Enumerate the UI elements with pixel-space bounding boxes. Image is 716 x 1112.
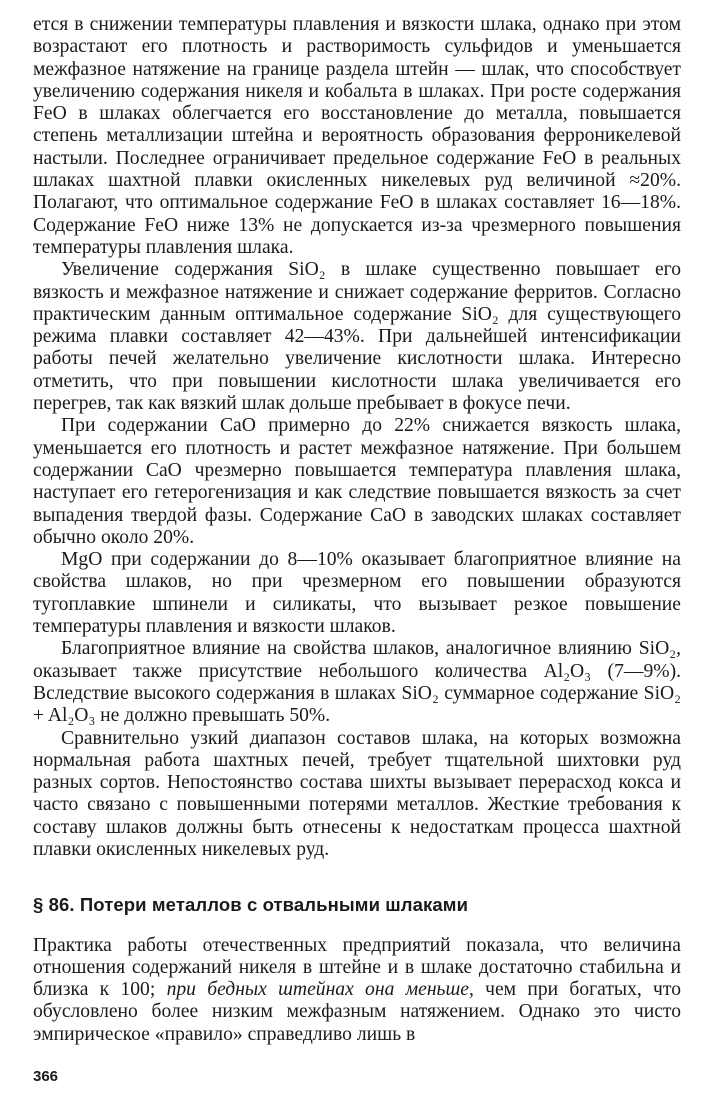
practice-text-start: Практика работы отечественных предприятий показала, что величина отношения содержаний никеля в штейне и в шлаке достаточно стабильна и близка к 100; [33, 934, 681, 1001]
paragraph-mgo: MgO при содержании до 8—10% оказывает благоприятное влияние на свойства шлаков, но при чрезмерном его повышении образуются тугоплавкие шпинели и силикаты, что вызывает резкое повышение температуры плавления и вязкости шлаков. [33, 549, 681, 638]
page-number: 366 [33, 1068, 59, 1085]
practice-text-end: , чем при богатых, что обусловлено более низким межфазным натяжением. Однако это чисто эмпирическое «правило» справедливо лишь в [33, 979, 682, 1045]
paragraph-al2o3: Благоприятное влияние на свойства шлаков, аналогичное влиянию SiO₂, оказывает также присутствие небольшого количества Al₂O₃ (7—9%). Вследствие высокого содержания в шлаках SiO₂ суммарное содержание SiO₂ + Al₂O₃ не должно превышать 50%. [33, 638, 681, 727]
page-body [33, 14, 681, 1046]
paragraph-cao: При содержании CaO примерно до 22% снижается вязкость шлака, уменьшается его плотность и растет межфазное натяжение. При большем содержании CaO чрезмерно повышается температура плавления шлака, наступает его гетерогенизация и как следствие повышается вязкость за счет выпадения твердой фазы. Содержание CaO в заводских шлаках составляет обычно около 20%. [33, 415, 681, 548]
paragraph-sio2: Увеличение содержания SiO₂ в шлаке существенно повышает его вязкость и межфазное натяжение и снижает содержание ферритов. Согласно практическим данным оптимальное содержание SiO₂ для существующего режима плавки составляет 42—43%. При дальнейшей интенсификации работы печей желательно увеличение кислотности шлака. Интересно отметить, что при повышении кислотности шлака увеличивается его перегрев, так как вязкий шлак дольше пребывает в фокусе печи. [33, 259, 681, 415]
paragraph-practice [33, 935, 681, 1046]
paragraph-slag-range: Сравнительно узкий диапазон составов шлака, на которых возможна нормальная работа шахтных печей, требует тщательной шихтовки руд разных сортов. Непостоянство состава шихты вызывает перерасход кокса и часто связано с повышенными потерями металлов. Жесткие требования к составу шлаков должны быть отнесены к недостаткам процесса шахтной плавки окисленных никелевых руд. [33, 727, 681, 860]
paragraph-continued: ется в снижении температуры плавления и вязкости шлака, однако при этом возрастают его плотность и растворимость сульфидов и уменьшается межфазное натяжение на границе раздела штейн — шлак, что способствует увеличению содержания никеля и кобальта в шлаках. При росте содержания FeO в шлаках облегчается его восстановление до металла, повышается степень металлизации штейна и вероятность образования ферроникелевой настыли. Последнее ограничивает предельное содержание FeO в реальных шлаках шахтной плавки окисленных никелевых руд величиной ≈20%. Полагают, что оптимальное содержание FeO в шлаках составляет 16—18%. Содержание FeO ниже 13% не допускается из-за чрезмерного повышения температуры плавления шлака. [33, 14, 681, 258]
section-heading: § 86. Потери металлов с отвальными шлаками [33, 894, 469, 916]
practice-text-italic: при бедных штейнах она меньше [166, 979, 469, 1001]
